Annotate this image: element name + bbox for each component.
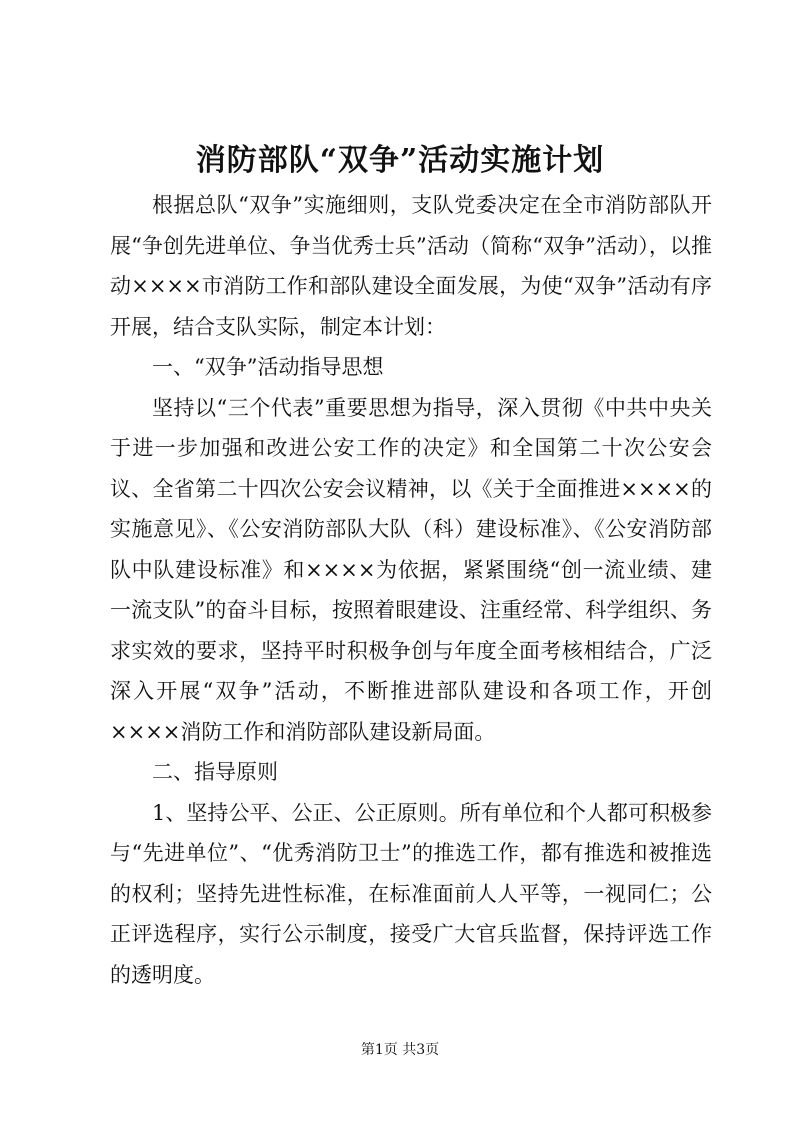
- guiding-principles-paragraph: 1、坚持公平、公正、公正原则。所有单位和个人都可积极参与“先进单位”、“优秀消防卫士”的推选工作，都有推选和被推选的权利；坚持先进性标准，在标准面前人人平等，一视同仁；公正评选程序，实行公示制度，接受广大官兵监督，保持评选工作的透明度。: [110, 800, 712, 987]
- document-title: 消防部队“双争”活动实施计划: [195, 143, 605, 178]
- page-footer: 第1页 共3页: [360, 1042, 440, 1058]
- intro-paragraph: 根据总队“双争”实施细则，支队党委决定在全市消防部队开展“争创先进单位、争当优秀士兵”活动（简称“双争”活动），以推动××××市消防工作和部队建设全面发展，为使“双争”活动有序开展，结合支队实际，制定本计划：: [110, 193, 712, 339]
- section-heading-guiding-ideology: 一、“双争”活动指导思想: [152, 355, 384, 379]
- section-heading-guiding-principles: 二、指导原则: [152, 760, 278, 784]
- document-body: [110, 185, 712, 995]
- guiding-ideology-paragraph: 坚持以“三个代表”重要思想为指导，深入贯彻《中共中央关于进一步加强和改进公安工作的决定》和全国第二十次公安会议、全省第二十四次公安会议精神，以《关于全面推进××××的实施意见》、《公安消防部队大队（科）建设标准》、《公安消防部队中队建设标准》和××××为依据，紧紧围绕“创一流业绩、建一流支队”的奋斗目标，按照着眼建设、注重经常、科学组织、务求实效的要求，坚持平时积极争创与年度全面考核相结合，广泛深入开展“双争”活动，不断推进部队建设和各项工作，开创××××消防工作和消防部队建设新局面。: [110, 395, 712, 744]
